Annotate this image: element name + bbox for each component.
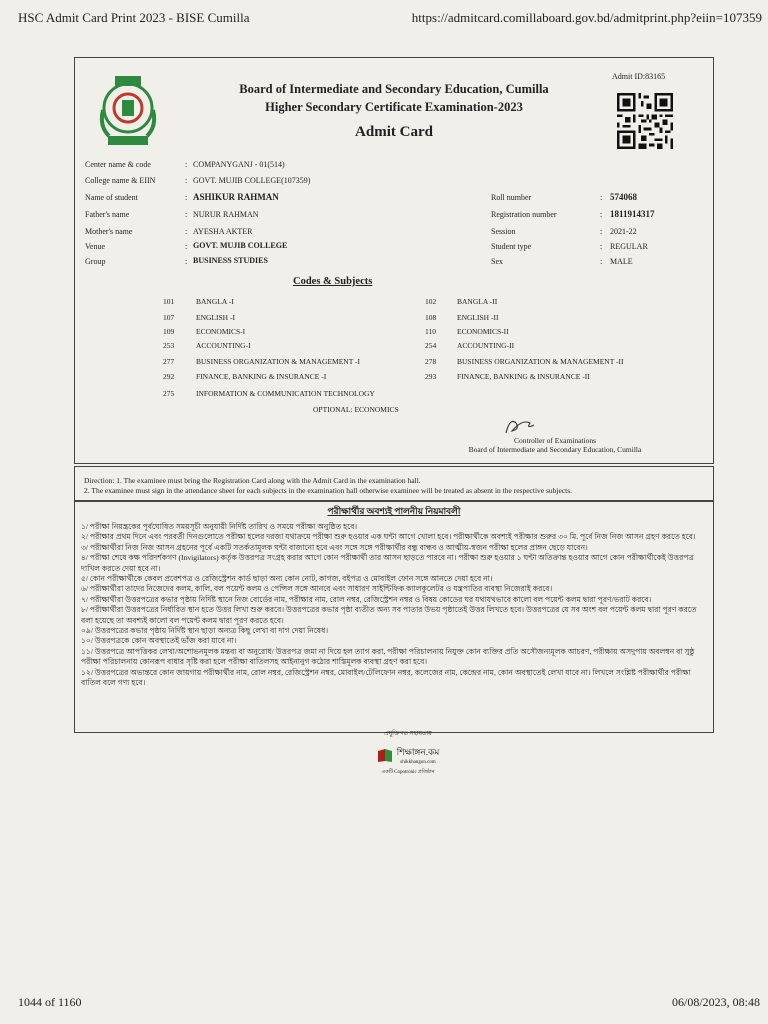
subject-name: ENGLISH -II (457, 313, 499, 322)
rule-item: ৬/ পরীক্ষার্থীরা তাদের নিজেদের কলম, কালি, বল পয়েন্ট কলম ও পেন্সিল সঙ্গে আনবে এবং সাধারণ সাইন্টিফিক ক্যালকুলেটর ও যন্ত্রপাতির ব্যবস্থা নিজেরাই করবে। (81, 584, 553, 594)
direction-line: Direction: 1. The examinee must bring the Registration Card along with the Admit Card in the examination hall. (84, 476, 421, 485)
sponsor-caption: প্রযুক্তিগত সহায়তায় (384, 731, 432, 737)
subject-code: 110 (425, 327, 436, 336)
book-icon (377, 747, 393, 763)
subject-name: ACCOUNTING-I (196, 341, 251, 350)
subject-name: ACCOUNTING-II (457, 341, 515, 350)
subject-code: 292 (163, 372, 175, 381)
session-value: 2021-22 (610, 227, 637, 236)
subject-name: FINANCE, BANKING & INSURANCE -II (457, 372, 590, 381)
subject-code: 277 (163, 357, 175, 366)
group-label: Group (85, 257, 106, 266)
card-title: Admit Card (355, 124, 433, 140)
admit-card (74, 57, 714, 464)
subject-code: 107 (163, 313, 175, 322)
sex-label: Sex (491, 257, 503, 266)
rule-item: ২/ পরীক্ষার প্রথম দিনে এবং পরবর্তী দিনগুলোতে পরীক্ষা হলের দরজা যথাক্রমে পরীক্ষা শুরু হওয়ার এক ঘন্টা আগে খোলা হবে। পরীক্ষার্থীকে অবশ্যই পরীক্ষার শুরুর ৩০ মি. পূর্বে নিজ নিজ আসন গ্রহণ করতে হবে। (81, 532, 696, 542)
group-value: BUSINESS STUDIES (193, 256, 268, 265)
father-value: NURUR RAHMAN (193, 210, 259, 219)
college-value: GOVT. MUJIB COLLEGE(107359) (193, 176, 311, 185)
venue-label: Venue (85, 242, 105, 251)
colon: : (185, 160, 188, 169)
sex-value: MALE (610, 257, 633, 266)
rules-box (74, 500, 714, 733)
colon: : (600, 227, 603, 236)
sponsor-parent: একটি Copotronic প্রতিষ্ঠান (381, 770, 435, 775)
rules-title: পরীক্ষার্থীর অবশ্যই পালনীয় নিয়মাবলী (327, 506, 461, 516)
subject-code: 253 (163, 341, 175, 350)
signature-icon (500, 413, 540, 438)
subject-code: 293 (425, 372, 437, 381)
rule-item: ৭/ পরীক্ষার্থীরা উত্তরপত্রের কভার পৃষ্ঠায় নির্দিষ্ট স্থানে নিজ বোর্ডের নাম, পরীক্ষার নাম, রোল নম্বর, রেজিস্ট্রেশন নম্বর ও বিষয় কোডের ঘর যথাযথভাবে কালো বল পয়েন্ট কলম দ্বারা পূরণ/ভরাট করবে। (81, 594, 652, 604)
subject-name: BUSINESS ORGANIZATION & MANAGEMENT -I (196, 357, 361, 366)
browser-url: https://admitcard.comillaboard.gov.bd/admitprint.php?eiin=107359 (411, 10, 762, 25)
session-label: Session (491, 227, 516, 236)
subject-name: ECONOMICS-II (457, 327, 509, 336)
colon: : (185, 242, 188, 251)
stype-label: Student type (491, 242, 532, 251)
reg-label: Registration number (491, 210, 557, 219)
rule-item: ৪/ পরীক্ষা শেষে কক্ষ পরিদর্শকগণ (Invigilators) কর্তৃক উত্তরপত্র সংগ্রহ করার আগে কোন পরীক্ষার্থী তার আসন ছাড়তে পারবে না। পরীক্ষা শুরু হওয়ার ১ ঘন্টা অতিক্রান্ত হওয়ার আগে কোন পরীক্ষার্থীকেই উত্তরপত্র দাখিল করতে দেয়া হবে না। (81, 553, 695, 573)
student-value: ASHIKUR RAHMAN (193, 192, 279, 202)
rule-item: ১১/ উত্তরপত্রে আপত্তিকর লেখা/অশোভনমূলক মন্তব্য বা অনুরোধ/ উত্তরপত্র জমা না দিয়ে হল ত্যাগ করা, পরীক্ষা পরিচালনায় নিযুক্ত কোন ব্যক্তির প্রতি অসৌজন্যমূলক আচরণ, পরীক্ষায় অসদুপায় অবলম্বন বা সুষ্ঠু পরীক্ষা পরিচালনায় কোনরূপ বাধার সৃষ্টি করা হলে পরীক্ষা বাতিলসহ আইনানুগ কঠোর শাস্তিমূলক ব্যবস্থা গ্রহণ করা হবে। (81, 646, 695, 667)
board-name: Board of Intermediate and Secondary Education, Cumilla (239, 82, 549, 96)
center-label: Center name & code (85, 160, 151, 169)
venue-value: GOVT. MUJIB COLLEGE (193, 241, 288, 250)
roll-value: 574068 (610, 192, 637, 202)
colon: : (600, 242, 603, 251)
directions-box (74, 466, 714, 502)
colon: : (185, 193, 188, 202)
subject-name: ENGLISH -I (196, 313, 235, 322)
subject-code: 275 (163, 389, 175, 398)
rule-item: ১২/ উত্তরপত্রের অভ্যন্তরে কোন জায়গায় পরীক্ষার্থীর নাম, রোল নম্বর, রেজিস্ট্রেশন নম্বর, মোবাইল/টেলিফোন নম্বর, কলেজের নাম, কেন্দ্রের নাম, কোন অবস্থাতেই লেখা যাবে না। লিখলে সংশ্লিষ্ট পরীক্ষার্থীর পরীক্ষা বাতিল বলে গণ্য হবে। (81, 667, 691, 688)
colon: : (185, 210, 188, 219)
rule-item: ৮/ পরীক্ষার্থীরা উত্তরপত্রের নির্ধারিত স্থান হতে উত্তর লিখা শুরু করবে। উত্তরপত্রের কভার পৃষ্ঠা ব্যতীত অন্য সব পাতার উভয় পৃষ্ঠাতেই উত্তর লিখতে হবে। উত্তরপত্রের যে সব অংশ বল পয়েন্ট কলম দ্বারা পূরণ করতে বলা হয়েছে তা অবশ্যই কালো বল পয়েন্ট কলম দ্বারা পূরণ করতে হবে। (81, 605, 697, 625)
colon: : (600, 210, 603, 219)
rule-item: ৩/ পরীক্ষার্থীরা নিজ নিজ আসন গ্রহনের পূর্বে একটি সতর্কতামূলক ঘন্টা বাজানো হবে এবং সঙ্গে সঙ্গে পরীক্ষার্থীর বন্ধু বান্ধব ও আত্মীয়-স্বজন পরীক্ষা হলের প্রাঙ্গন ছেড়ে যাবেন। (81, 542, 588, 552)
subject-name: INFORMATION & COMMUNICATION TECHNOLOGY (196, 389, 375, 398)
sponsor-block (358, 728, 458, 777)
direction-line: 2. The examinee must sign in the attendance sheet for each subjects in the examination hall otherwise examinee will be treated as absent in the respective subjects. (84, 486, 573, 495)
center-value: COMPANYGANJ - 01(514) (193, 160, 285, 169)
sponsor-name: শিক্ষাঙ্গন.কম (396, 747, 440, 757)
rules-list (81, 522, 707, 689)
controller-org: Board of Intermediate and Secondary Education, Cumilla (468, 445, 642, 454)
subject-code: 108 (425, 313, 437, 322)
colon: : (600, 193, 603, 202)
colon: : (600, 257, 603, 266)
rule-item: ১০/ উত্তরপত্রকে কোন অবস্থাতেই ভাঁজ করা যাবে না। (81, 636, 237, 646)
colon: : (185, 227, 188, 236)
codes-title: Codes & Subjects (293, 276, 373, 287)
exam-name: Higher Secondary Certificate Examination-2023 (265, 100, 523, 114)
subject-code: 109 (163, 327, 175, 336)
browser-page-title: HSC Admit Card Print 2023 - BISE Cumilla (18, 10, 250, 25)
reg-value: 1811914317 (610, 209, 655, 219)
colon: : (185, 257, 188, 266)
subject-code: 102 (425, 297, 437, 306)
admit-id: Admit ID:83165 (612, 72, 666, 81)
stype-value: REGULAR (610, 242, 648, 251)
rule-item: ৫/ কোন পরীক্ষার্থীকে কেবল প্রবেশপত্র ও রেজিস্ট্রেশন কার্ড ছাড়া অন্য কোন নোট, কাগজ, বইপত্র ও মোবাইল ফোন সঙ্গে আনতে দেয়া হবে না। (81, 574, 493, 584)
college-label: College name & EIIN (85, 176, 156, 185)
subject-name: ECONOMICS-I (196, 327, 246, 336)
qr-code-icon (617, 93, 673, 149)
subject-name: BUSINESS ORGANIZATION & MANAGEMENT -II (457, 357, 624, 366)
print-datetime: 06/08/2023, 08:48 (671, 995, 760, 1009)
controller-block (435, 436, 675, 454)
subject-name: BANGLA -I (196, 297, 234, 306)
controller-title: Controller of Examinations (513, 436, 597, 445)
subject-code: 278 (425, 357, 437, 366)
mother-label: Mother's name (85, 227, 133, 236)
page-count: 1044 of 1160 (18, 995, 82, 1009)
student-label: Name of student (85, 193, 138, 202)
colon: : (185, 176, 188, 185)
sponsor-domain: shikkhangon.com (400, 760, 436, 765)
subject-code: 101 (163, 297, 175, 306)
subject-name: BANGLA -II (457, 297, 498, 306)
subject-code: 254 (425, 341, 437, 350)
mother-value: AYESHA AKTER (193, 227, 253, 236)
rule-item: ০৯/ উত্তরপত্রের কভার পৃষ্ঠায় নির্দিষ্ট স্থান ছাড়া অন্যত্র কিছু লেখা বা দাগ দেয়া নিষেধ। (81, 626, 329, 636)
roll-label: Roll number (491, 193, 532, 202)
father-label: Father's name (85, 210, 130, 219)
subject-name: FINANCE, BANKING & INSURANCE -I (196, 372, 327, 381)
optional-subject: OPTIONAL: ECONOMICS (313, 405, 399, 414)
rule-item: ১/ পরীক্ষা নিয়ন্ত্রকের পূর্বঘোষিত সময়সূচী অনুযায়ী নির্দিষ্ট তারিখ ও সময়ে পরীক্ষা অনুষ্ঠিত হবে। (81, 522, 358, 531)
